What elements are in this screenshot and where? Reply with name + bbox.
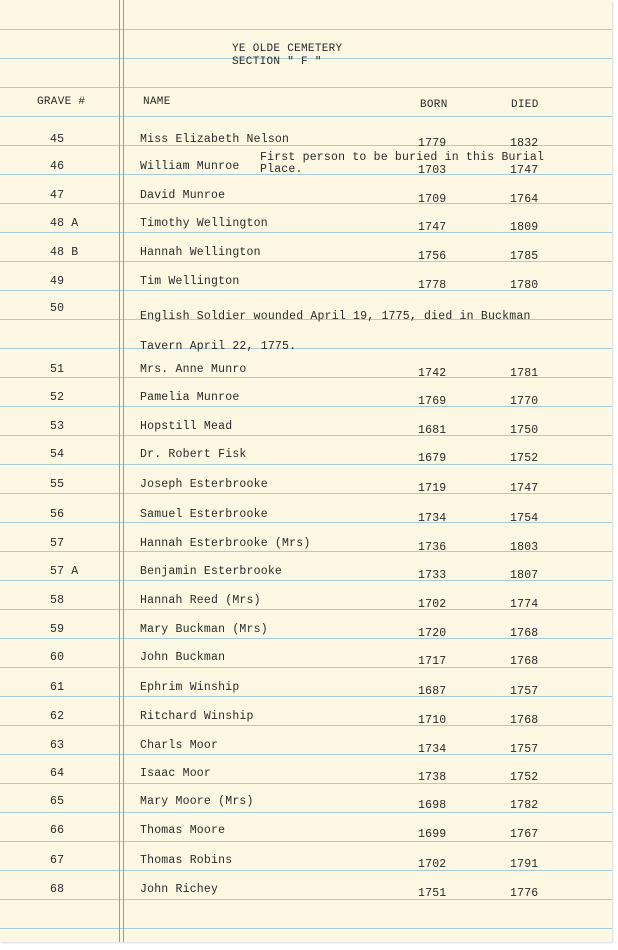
born-year: 1736 (418, 541, 447, 554)
grave-number: 56 (50, 508, 65, 521)
person-name: Isaac Moor (140, 767, 212, 780)
grave-number: 50 (50, 302, 65, 315)
person-name: John Buckman (140, 651, 226, 664)
document-title (232, 43, 342, 69)
list-item (0, 508, 612, 528)
person-name: Ritchard Winship (140, 710, 254, 723)
grave-50-note: English Soldier wounded April 19, 1775, died in Buckman Tavern April 22, 1775. (140, 310, 531, 353)
died-year: 1770 (510, 395, 539, 408)
note-line: First person to be buried in this Burial (260, 151, 545, 164)
list-item (0, 133, 612, 153)
died-year: 1757 (510, 743, 539, 756)
born-year: 1709 (418, 193, 447, 206)
born-year: 1734 (418, 512, 447, 525)
born-year: 1733 (418, 569, 447, 582)
died-year: 1768 (510, 655, 539, 668)
died-year: 1768 (510, 627, 539, 640)
list-item (0, 767, 612, 787)
born-year: 1681 (418, 424, 447, 437)
born-year: 1742 (418, 367, 447, 380)
grave-number: 61 (50, 681, 65, 694)
person-name: Hannah Reed (Mrs) (140, 594, 261, 607)
header-grave: GRAVE # (37, 96, 86, 108)
list-item (0, 710, 612, 730)
list-item (0, 681, 612, 701)
list-item (0, 363, 612, 383)
grave-number: 62 (50, 710, 65, 723)
grave-46-note (260, 152, 544, 176)
born-year: 1719 (418, 482, 447, 495)
person-name: Miss Elizabeth Nelson (140, 133, 290, 146)
list-item (0, 854, 612, 874)
list-item (0, 478, 612, 498)
born-year: 1734 (418, 743, 447, 756)
list-item (0, 623, 612, 643)
person-name: John Richey (140, 883, 219, 896)
grave-number: 65 (50, 795, 65, 808)
grave-number: 54 (50, 448, 65, 461)
died-year: 1768 (510, 714, 539, 727)
born-year: 1769 (418, 395, 447, 408)
died-year: 1785 (510, 250, 539, 263)
died-year: 1782 (510, 799, 539, 812)
grave-number: 67 (50, 854, 65, 867)
header-born: BORN (420, 99, 448, 111)
list-item (0, 217, 612, 237)
list-item (0, 537, 612, 557)
born-year: 1751 (418, 887, 447, 900)
note-line: Place. (260, 163, 303, 176)
died-year: 1780 (510, 279, 539, 292)
grave-number: 68 (50, 883, 65, 896)
grave-number: 52 (50, 391, 65, 404)
person-name: Charls Moor (140, 739, 219, 752)
born-year: 1779 (418, 137, 447, 150)
grave-number: 58 (50, 594, 65, 607)
died-year: 1757 (510, 685, 539, 698)
person-name: Joseph Esterbrooke (140, 478, 268, 491)
born-year: 1699 (418, 828, 447, 841)
person-name: Mary Buckman (Mrs) (140, 623, 268, 636)
born-year: 1702 (418, 858, 447, 871)
list-item (0, 565, 612, 585)
list-item (0, 594, 612, 614)
person-name: Dr. Robert Fisk (140, 448, 247, 461)
list-item (0, 651, 612, 671)
person-name: Mrs. Anne Munro (140, 363, 247, 376)
grave-number: 45 (50, 133, 65, 146)
list-item (0, 189, 612, 209)
grave-number: 57 (50, 537, 65, 550)
subtitle-line: SECTION " F " (232, 56, 322, 68)
grave-number: 60 (50, 651, 65, 664)
person-name: Hannah Esterbrooke (Mrs) (140, 537, 311, 550)
person-name: Tim Wellington (140, 275, 240, 288)
born-year: 1702 (418, 598, 447, 611)
died-year: 1803 (510, 541, 539, 554)
list-item (0, 391, 612, 411)
grave-number: 49 (50, 275, 65, 288)
died-year: 1752 (510, 771, 539, 784)
grave-number: 59 (50, 623, 65, 636)
died-year: 1750 (510, 424, 539, 437)
born-year: 1710 (418, 714, 447, 727)
grave-number: 48 A (50, 217, 79, 230)
born-year: 1747 (418, 221, 447, 234)
died-year: 1747 (510, 482, 539, 495)
grave-number: 64 (50, 767, 65, 780)
died-year: 1807 (510, 569, 539, 582)
died-year: 1809 (510, 221, 539, 234)
died-year: 1747 (510, 164, 539, 177)
list-item (0, 883, 612, 903)
died-year: 1791 (510, 858, 539, 871)
person-name: Pamelia Munroe (140, 391, 240, 404)
born-year: 1720 (418, 627, 447, 640)
person-name: Thomas Robins (140, 854, 233, 867)
grave-number: 63 (50, 739, 65, 752)
list-item (0, 275, 612, 295)
list-item (0, 795, 612, 815)
list-item (0, 448, 612, 468)
born-year: 1698 (418, 799, 447, 812)
list-item (0, 246, 612, 266)
person-name: Benjamin Esterbrooke (140, 565, 283, 578)
grave-number: 51 (50, 363, 65, 376)
died-year: 1767 (510, 828, 539, 841)
born-year: 1703 (418, 164, 447, 177)
grave-number: 53 (50, 420, 65, 433)
person-name: Mary Moore (Mrs) (140, 795, 254, 808)
died-year: 1764 (510, 193, 539, 206)
person-name: Hopstill Mead (140, 420, 233, 433)
born-year: 1756 (418, 250, 447, 263)
list-item (0, 739, 612, 759)
grave-number: 46 (50, 160, 65, 173)
died-year: 1832 (510, 137, 539, 150)
born-year: 1687 (418, 685, 447, 698)
title-line: YE OLDE CEMETERY (232, 43, 343, 55)
person-name: Hannah Wellington (140, 246, 261, 259)
grave-number: 47 (50, 189, 65, 202)
person-name: Timothy Wellington (140, 217, 268, 230)
person-name: Samuel Esterbrooke (140, 508, 268, 521)
born-year: 1679 (418, 452, 447, 465)
person-name: David Munroe (140, 189, 226, 202)
died-year: 1776 (510, 887, 539, 900)
header-name: NAME (143, 96, 171, 108)
grave-number: 57 A (50, 565, 79, 578)
header-died: DIED (511, 99, 539, 111)
person-name: Thomas Moore (140, 824, 226, 837)
list-item (0, 824, 612, 844)
died-year: 1781 (510, 367, 539, 380)
died-year: 1754 (510, 512, 539, 525)
died-year: 1774 (510, 598, 539, 611)
grave-number: 66 (50, 824, 65, 837)
grave-number: 55 (50, 478, 65, 491)
born-year: 1738 (418, 771, 447, 784)
person-name: William Munroe (140, 160, 240, 173)
born-year: 1717 (418, 655, 447, 668)
born-year: 1778 (418, 279, 447, 292)
list-item (0, 420, 612, 440)
grave-number: 48 B (50, 246, 79, 259)
died-year: 1752 (510, 452, 539, 465)
person-name: Ephrim Winship (140, 681, 240, 694)
